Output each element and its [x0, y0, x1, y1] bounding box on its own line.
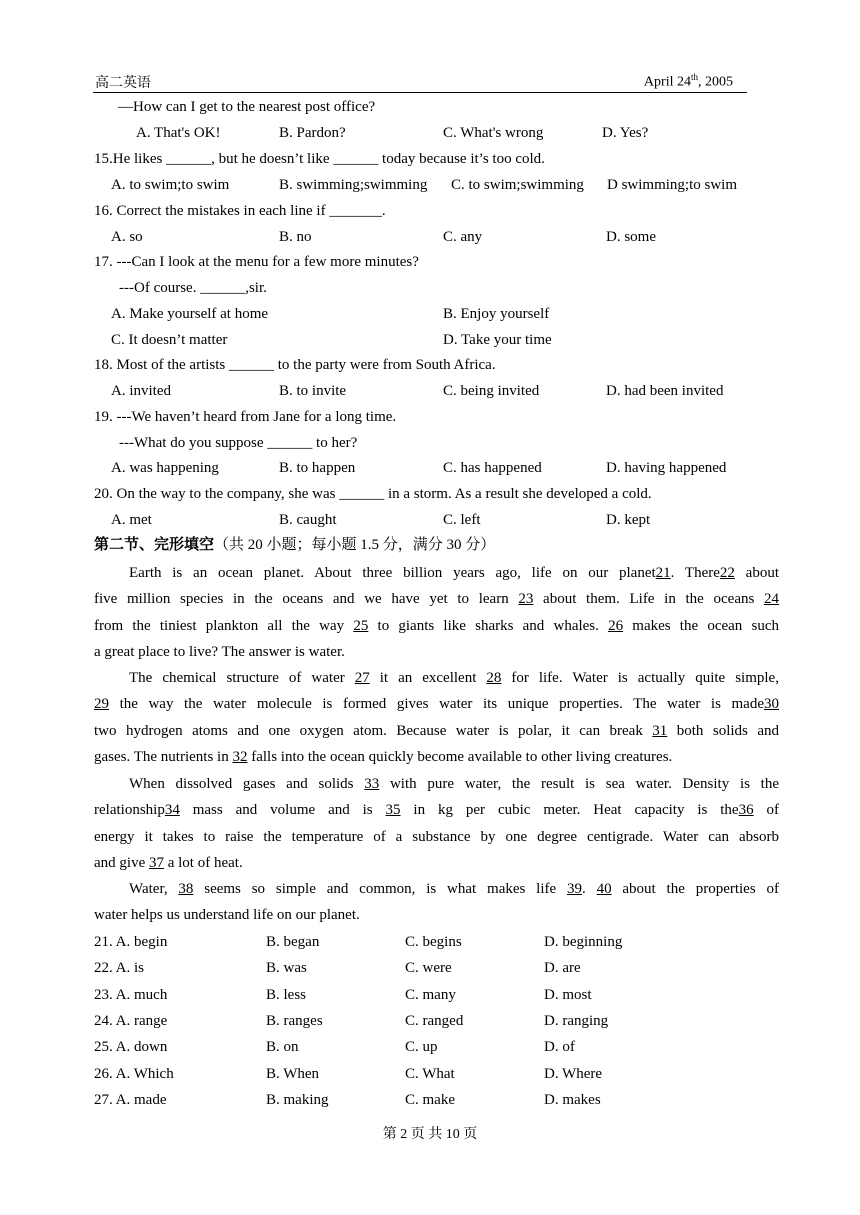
q17-stem-2: ---Of course. ______,sir. [119, 280, 267, 296]
passage-text: to giants like sharks and whales. [368, 617, 609, 634]
q17-option-c: C. It doesn’t matter [111, 332, 228, 348]
passage-text: relationship [94, 802, 165, 819]
q15-option-d: D swimming;to swim [607, 177, 738, 193]
q18-option-b: B. to invite [279, 383, 347, 399]
passage-text: and give [94, 854, 149, 871]
passage-line [94, 721, 779, 741]
q19-stem-2: ---What do you suppose ______ to her? [119, 435, 358, 451]
q18-option-c: C. being invited [443, 383, 540, 399]
q20-option-a: A. met [111, 512, 152, 528]
passage-text: water helps us understand life on our planet. [94, 907, 360, 924]
option-b: B. When [266, 1065, 320, 1082]
passage-text: falls into the ocean quickly become available to other living creatures. [247, 748, 673, 765]
blank-number: 34 [164, 802, 180, 819]
passage-text: a great place to live? The answer is water. [94, 643, 345, 660]
passage-text: The chemical structure of water [129, 670, 355, 686]
passage-text: of [753, 802, 779, 819]
option-c: C. were [405, 960, 452, 977]
q18-option-d: D. had been invited [606, 383, 724, 399]
option-row-number-a: 24. A. range [94, 1012, 168, 1029]
blank-number: 37 [148, 854, 164, 871]
blank-number: 23 [518, 591, 534, 608]
blank-number: 28 [486, 670, 502, 686]
blank-number: 33 [364, 776, 380, 792]
option-row-number-a: 21. A. begin [94, 934, 168, 950]
q14-stem: —How can I get to the nearest post office? [118, 99, 376, 115]
q14-option-b: B. Pardon? [279, 125, 346, 141]
blank-number: 26 [608, 617, 624, 634]
blank-number: 31 [652, 722, 668, 739]
option-c: C. What [405, 1065, 455, 1082]
blank-number: 32 [232, 748, 248, 765]
passage-text: gases. The nutrients in [94, 748, 233, 765]
q18-option-a: A. invited [111, 383, 171, 399]
page-footer: 第 2 页 共 10 页 [382, 1127, 478, 1142]
option-d: D. of [544, 1039, 575, 1056]
q15-option-b: B. swimming;swimming [279, 177, 428, 193]
passage-text: about them. Life in the oceans [533, 591, 764, 608]
blank-number: 39 [567, 881, 582, 897]
q19-stem: 19. ---We haven’t heard from Jane for a long time. [94, 409, 397, 425]
passage-line [94, 800, 779, 820]
option-c: C. make [405, 1091, 455, 1108]
passage-text: a lot of heat. [163, 854, 243, 871]
passage-text: it an excellent [369, 670, 487, 686]
q20-stem: 20. On the way to the company, she was ______ in a storm. As a result she developed a cold. [94, 486, 652, 502]
header-date: April 24th, 2005 [643, 72, 733, 90]
q15-option-c: C. to swim;swimming [451, 177, 584, 193]
passage-text: with pure water, the result is sea water. Density is the [379, 776, 779, 792]
q17-option-d: D. Take your time [443, 332, 552, 348]
option-c: C. begins [405, 934, 462, 950]
blank-number: 27 [354, 670, 370, 686]
passage-line [129, 563, 779, 583]
passage-text: the way the water molecule is formed gives water its unique properties. The water is made [109, 696, 764, 713]
q16-option-c: C. any [443, 229, 483, 245]
passage-text: energy it takes to raise the temperature of a substance by one degree centigrade. Water can absorb [94, 828, 779, 845]
passage-text: makes the ocean such [623, 617, 779, 634]
option-d: D. are [544, 960, 581, 977]
option-c: C. up [405, 1039, 438, 1056]
q16-stem: 16. Correct the mistakes in each line if _______. [94, 203, 386, 219]
passage-text: in kg per cubic meter. Heat capacity is the [400, 802, 739, 819]
passage-line [94, 642, 345, 662]
passage-line [129, 668, 779, 688]
option-d: D. ranging [544, 1012, 609, 1029]
blank-number: 38 [178, 881, 194, 897]
option-row-number-a: 22. A. is [94, 960, 145, 977]
option-b: B. less [266, 986, 307, 1003]
q15-stem: 15.He likes ______, but he doesn’t like ______ today because it’s too cold. [94, 151, 545, 167]
passage-line [94, 616, 779, 636]
blank-number: 21 [655, 565, 671, 581]
q19-option-b: B. to happen [279, 460, 356, 476]
q19-option-d: D. having happened [606, 460, 727, 476]
blank-number: 30 [764, 696, 779, 713]
passage-text: about [734, 565, 780, 581]
passage-line [129, 879, 779, 899]
option-row-number-a: 25. A. down [94, 1039, 168, 1056]
q20-option-d: D. kept [606, 512, 651, 528]
option-d: D. Where [544, 1065, 603, 1082]
option-b: B. making [266, 1091, 329, 1108]
option-d: D. beginning [544, 934, 623, 950]
blank-number: 22 [719, 565, 735, 581]
passage-line [94, 589, 779, 609]
blank-number: 29 [94, 696, 109, 713]
q19-option-c: C. has happened [443, 460, 542, 476]
passage-text: . [582, 881, 597, 897]
blank-number: 36 [738, 802, 754, 819]
blank-number: 25 [353, 617, 369, 634]
passage-text: two hydrogen atoms and one oxygen atom. Because water is polar, it can break [94, 722, 653, 739]
passage-text: from the tiniest plankton all the way [94, 617, 354, 634]
blank-number: 40 [596, 881, 612, 897]
section-2-note: （共 20 小题；每小题 1.5 分，满分 30 分） [214, 537, 496, 553]
option-b: B. was [266, 960, 307, 977]
passage-line [94, 747, 672, 767]
q16-option-b: B. no [279, 229, 312, 245]
passage-text: about the properties of [611, 881, 779, 897]
passage-text: for life. Water is actually quite simple, [501, 670, 779, 686]
option-row-number-a: 23. A. much [94, 986, 168, 1003]
q19-option-a: A. was happening [111, 460, 219, 476]
q14-option-d: D. Yes? [602, 125, 649, 141]
passage-text: five million species in the oceans and we have yet to learn [94, 591, 519, 608]
passage-line [94, 827, 779, 847]
option-b: B. on [266, 1039, 299, 1056]
passage-line [94, 905, 360, 925]
q17-option-a: A. Make yourself at home [111, 306, 269, 322]
option-b: B. began [266, 934, 320, 950]
section-2-title: 第二节、完形填空 [94, 537, 215, 553]
q14-option-a: A. That's OK! [136, 125, 221, 141]
blank-number: 35 [385, 802, 401, 819]
passage-text: . There [670, 565, 720, 581]
q16-option-a: A. so [111, 229, 143, 245]
q14-option-c: C. What's wrong [443, 125, 544, 141]
q17-option-b: B. Enjoy yourself [443, 306, 550, 322]
option-c: C. many [405, 986, 456, 1003]
option-c: C. ranged [405, 1012, 464, 1029]
passage-line [94, 694, 779, 714]
passage-text: When dissolved gases and solids [129, 776, 365, 792]
q18-stem: 18. Most of the artists ______ to the party were from South Africa. [94, 357, 496, 373]
passage-text: mass and volume and is [179, 802, 386, 819]
passage-text: Earth is an ocean planet. About three billion years ago, life on our planet [129, 565, 656, 581]
option-d: D. most [544, 986, 592, 1003]
header-subject: 高二英语 [95, 76, 151, 91]
q16-option-d: D. some [606, 229, 656, 245]
passage-line [94, 853, 243, 873]
section-2-heading [94, 535, 495, 555]
passage-text: seems so simple and common, is what makes life [193, 881, 567, 897]
option-row-number-a: 26. A. Which [94, 1065, 174, 1082]
q17-stem: 17. ---Can I look at the menu for a few more minutes? [94, 254, 419, 270]
page-header [93, 70, 747, 93]
q15-option-a: A. to swim;to swim [111, 177, 230, 193]
option-d: D. makes [544, 1091, 601, 1108]
option-b: B. ranges [266, 1012, 323, 1029]
passage-text: both solids and [667, 722, 779, 739]
option-row-number-a: 27. A. made [94, 1091, 167, 1108]
blank-number: 24 [764, 591, 779, 608]
q20-option-c: C. left [443, 512, 481, 528]
passage-text: Water, [129, 881, 179, 897]
q20-option-b: B. caught [279, 512, 337, 528]
passage-line [129, 774, 779, 794]
